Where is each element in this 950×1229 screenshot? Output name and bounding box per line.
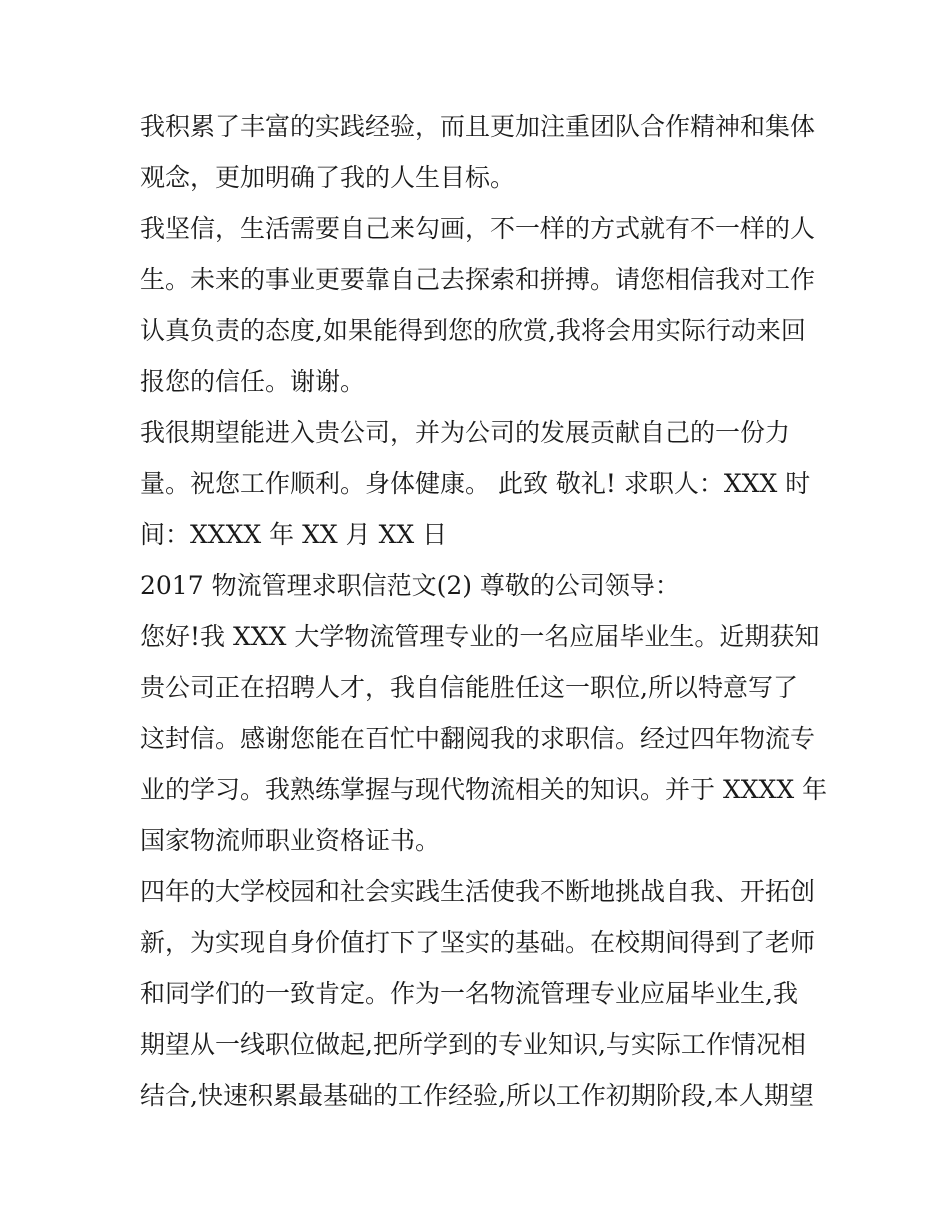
- text-line: 新，为实现自身价值打下了坚实的基础。在校期间得到了老师: [140, 928, 816, 957]
- text-line: 我很期望能进入贵公司，并为公司的发展贡献自己的一份力: [140, 418, 791, 447]
- text-line: 报您的信任。谢谢。: [140, 367, 366, 396]
- document-body: [140, 101, 828, 1121]
- text-line: 生。未来的事业更要靠自己去探索和拼搏。请您相信我对工作: [140, 265, 816, 294]
- text-line: 间：XXXX 年 XX 月 XX 日: [140, 520, 448, 549]
- text-line: 期望从一线职位做起,把所学到的专业知识,与实际工作情况相: [140, 1030, 806, 1059]
- text-line: 结合,快速积累最基础的工作经验,所以工作初期阶段,本人期望: [140, 1081, 814, 1110]
- text-line: 您好!我 XXX 大学物流管理专业的一名应届毕业生。近期获知: [140, 622, 820, 651]
- text-line: 业的学习。我熟练掌握与现代物流相关的知识。并于 XXXX 年: [140, 775, 828, 804]
- text-line: 量。祝您工作顺利。身体健康。 此致 敬礼! 求职人：XXX 时: [140, 469, 811, 498]
- text-line: 贵公司正在招聘人才，我自信能胜任这一职位,所以特意写了: [140, 673, 798, 702]
- text-line: 国家物流师职业资格证书。: [140, 826, 441, 855]
- text-line: 我积累了丰富的实践经验，而且更加注重团队合作精神和集体: [140, 112, 816, 141]
- text-line: 这封信。感谢您能在百忙中翻阅我的求职信。经过四年物流专: [140, 724, 816, 753]
- text-line: 四年的大学校园和社会实践生活使我不断地挑战自我、开拓创: [140, 877, 816, 906]
- text-line: 和同学们的一致肯定。作为一名物流管理专业应届毕业生,我: [140, 979, 798, 1008]
- text-line: 我坚信，生活需要自己来勾画，不一样的方式就有不一样的人: [140, 214, 816, 243]
- text-line: 认真负责的态度,如果能得到您的欣赏,我将会用实际行动来回: [140, 316, 806, 345]
- section-heading-line: 2017 物流管理求职信范文(2) 尊敬的公司领导：: [140, 571, 680, 600]
- text-line: 观念，更加明确了我的人生目标。: [140, 163, 516, 192]
